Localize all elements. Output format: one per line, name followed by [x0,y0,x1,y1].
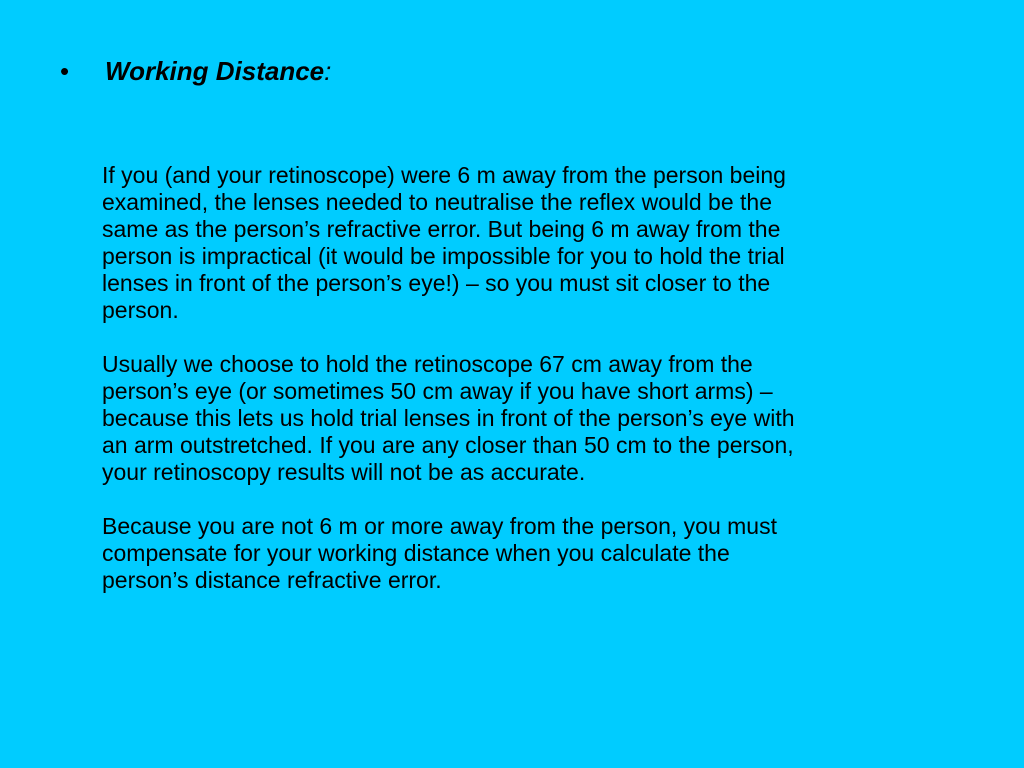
paragraph-working-distance-intro: If you (and your retinoscope) were 6 m away from the person being examined, the lenses needed to neutralise the reflex would be the same as the person’s refractive error. But being 6 m away from the person is impractical (it would be impossible for you to hold the trial lenses in front of the person’s eye!) – so you must sit closer to the person. [102,162,786,323]
bullet-point: • [60,56,70,86]
paragraph-usual-distance: Usually we choose to hold the retinoscope 67 cm away from the person’s eye (or sometimes 50 cm away if you have short arms) – because this lets us hold trial lenses in front of the person’s eye with an arm outstretched. If you are any closer than 50 cm to the person, your retinoscopy results will not be as accurate. [102,351,795,485]
paragraph-compensation: Because you are not 6 m or more away from the person, you must compensate for your working distance when you calculate the person’s distance refractive error. [102,513,777,593]
bullet-heading-line [60,52,960,92]
heading-text: Working Distance [105,56,325,86]
slide-body [102,162,982,621]
slide-heading [105,52,331,90]
heading-colon: : [324,56,332,86]
